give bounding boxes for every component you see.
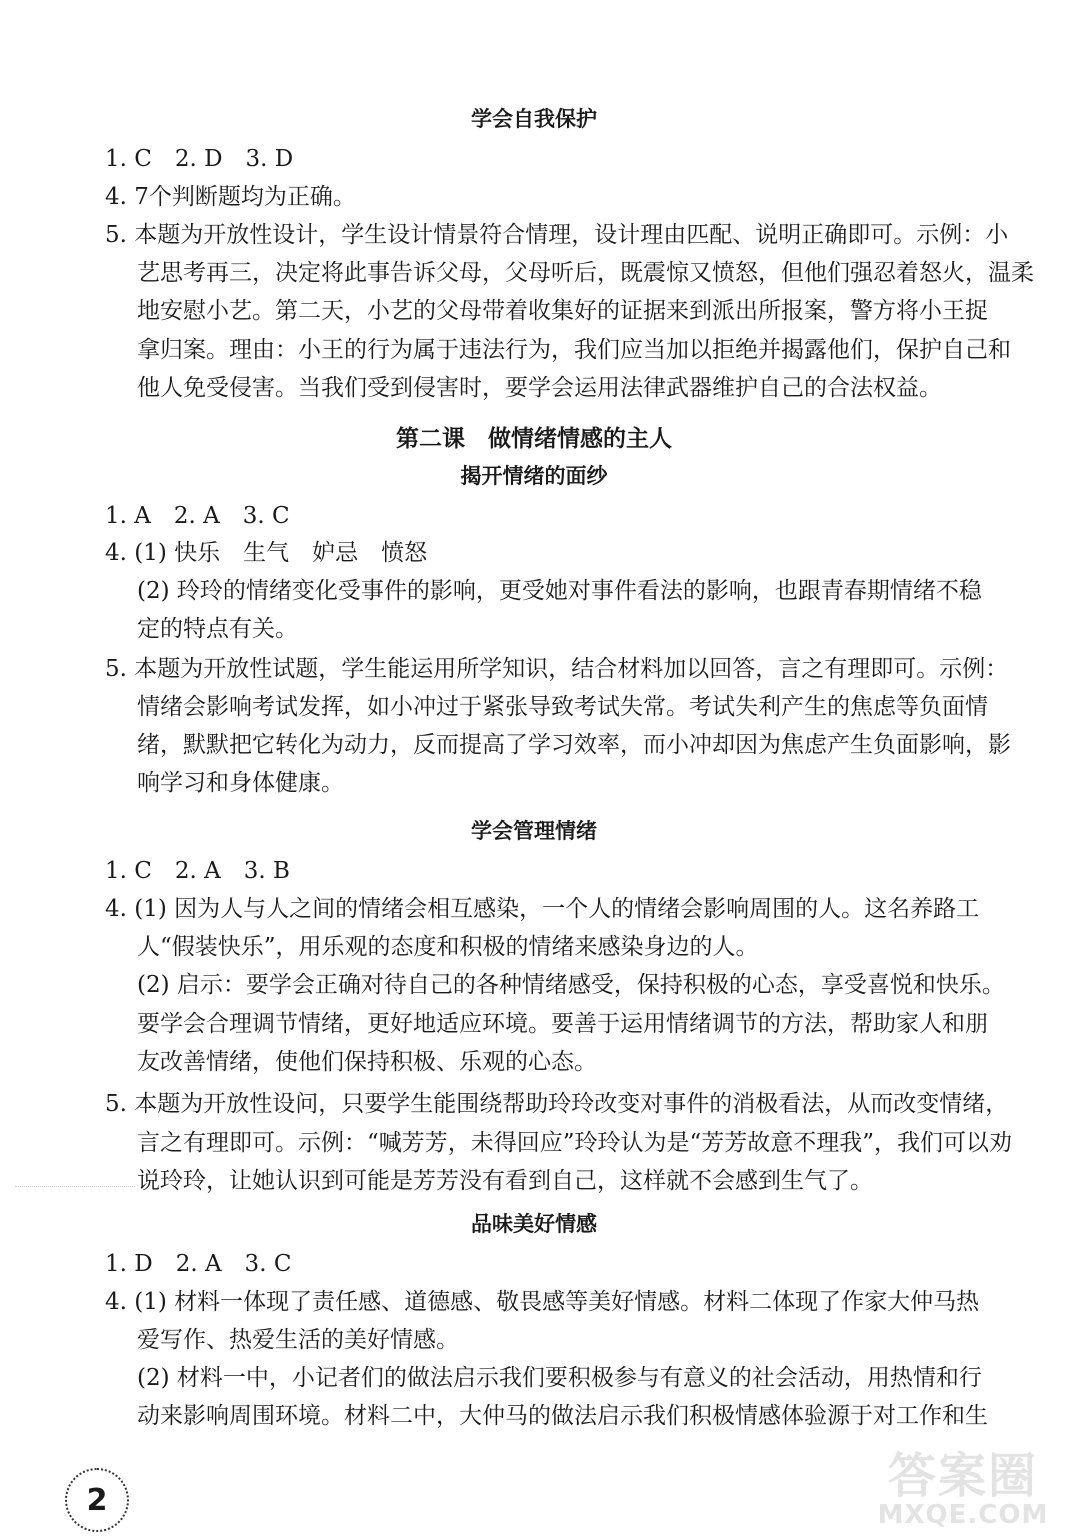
section-title-self-protection: 学会自我保护: [471, 107, 597, 131]
answer-line: 5. 本题为开放性试题，学生能运用所学知识，结合材料加以回答，言之有理即可。示例：: [105, 656, 1009, 682]
answer-line: 拿归案。理由：小王的行为属于违法行为，我们应当加以拒绝并揭露他们，保护自己和: [137, 337, 1011, 363]
answer-line: 动来影响周围环境。材料二中，大仲马的做法启示我们积极情感体验源于对工作和生: [137, 1403, 988, 1429]
site-watermark: [868, 1450, 1058, 1530]
answer-line: 绪，默默把它转化为动力，反而提高了学习效率，而小冲却因为焦虑产生负面影响，影: [137, 732, 1011, 758]
answer-line: 地安慰小艺。第二天，小艺的父母带着收集好的证据来到派出所报案，警方将小王捉: [137, 298, 988, 324]
section-title-beautiful-feelings: 品味美好情感: [471, 1212, 597, 1236]
watermark-en: MXQE.COM: [877, 1500, 1049, 1530]
answer-line: 4. (1) 材料一体现了责任感、道德感、敬畏感等美好情感。材料二体现了作家大仲马热: [105, 1289, 980, 1315]
answer-line: (2) 启示：要学会正确对待自己的各种情绪感受，保持积极的心态，享受喜悦和快乐。: [137, 972, 1005, 998]
answer-line: 说玲玲，让她认识到可能是芳芳没有看到自己，这样就不会感到生气了。: [137, 1168, 873, 1194]
answer-line: 5. 本题为开放性设计，学生设计情景符合情理，设计理由匹配、说明正确即可。示例：小: [105, 222, 1009, 248]
answer-line: 艺思考再三，决定将此事告诉父母，父母听后，既震惊又愤怒，但他们强忍着怒火，温柔: [137, 260, 1034, 286]
answer-line: 1. A 2. A 3. C: [105, 503, 290, 529]
watermark-cn: 答案圈: [887, 1448, 1038, 1504]
answer-line: (2) 材料一中，小记者们的做法启示我们要积极参与有意义的社会活动，用热情和行: [137, 1365, 982, 1391]
answer-line: 情绪会影响考试发挥，如小冲过于紧张导致考试失常。考试失利产生的焦虑等负面情: [137, 694, 988, 720]
page-number: 2: [86, 1482, 108, 1518]
answer-line: 1. C 2. D 3. D: [105, 146, 294, 172]
answer-line: 友改善情绪，使他们保持积极、乐观的心态。: [137, 1049, 597, 1075]
answer-line: 人“假装快乐”，用乐观的态度和积极的情绪来感染身边的人。: [137, 934, 759, 960]
answer-line: 4. (1) 因为人与人之间的情绪会相互感染，一个人的情绪会影响周围的人。这名养路工: [105, 896, 980, 922]
answer-line: 爱写作、热爱生活的美好情感。: [137, 1327, 459, 1353]
margin-dotted-mark: [15, 1186, 135, 1187]
answer-line: 4. (1) 快乐 生气 妒忌 愤怒: [105, 540, 428, 566]
answer-line: 要学会合理调节情绪，更好地适应环境。要善于运用情绪调节的方法，帮助家人和朋: [137, 1011, 988, 1037]
page-number-badge: [65, 1468, 129, 1532]
answer-line: 1. D 2. A 3. C: [105, 1251, 292, 1277]
answer-line: 4. 7个判断题均为正确。: [105, 184, 356, 210]
section-title-unveil-emotions: 揭开情绪的面纱: [460, 464, 608, 488]
answer-line: 1. C 2. A 3. B: [105, 858, 290, 884]
section-title-manage-emotions: 学会管理情绪: [471, 819, 597, 843]
answer-line: 5. 本题为开放性设问，只要学生能围绕帮助玲玲改变对事件的消极看法，从而改变情绪，: [105, 1091, 1009, 1117]
answer-line: 响学习和身体健康。: [137, 770, 344, 796]
answer-line: 定的特点有关。: [137, 616, 298, 642]
answer-line: 言之有理即可。示例：“喊芳芳，未得回应”玲玲认为是“芳芳故意不理我”，我们可以劝: [137, 1130, 1013, 1156]
lesson-title: 第二课 做情绪情感的主人: [396, 426, 672, 452]
answer-line: 他人免受侵害。当我们受到侵害时，要学会运用法律武器维护自己的合法权益。: [137, 375, 942, 401]
answer-line: (2) 玲玲的情绪变化受事件的影响，更受她对事件看法的影响，也跟青春期情绪不稳: [137, 578, 982, 604]
